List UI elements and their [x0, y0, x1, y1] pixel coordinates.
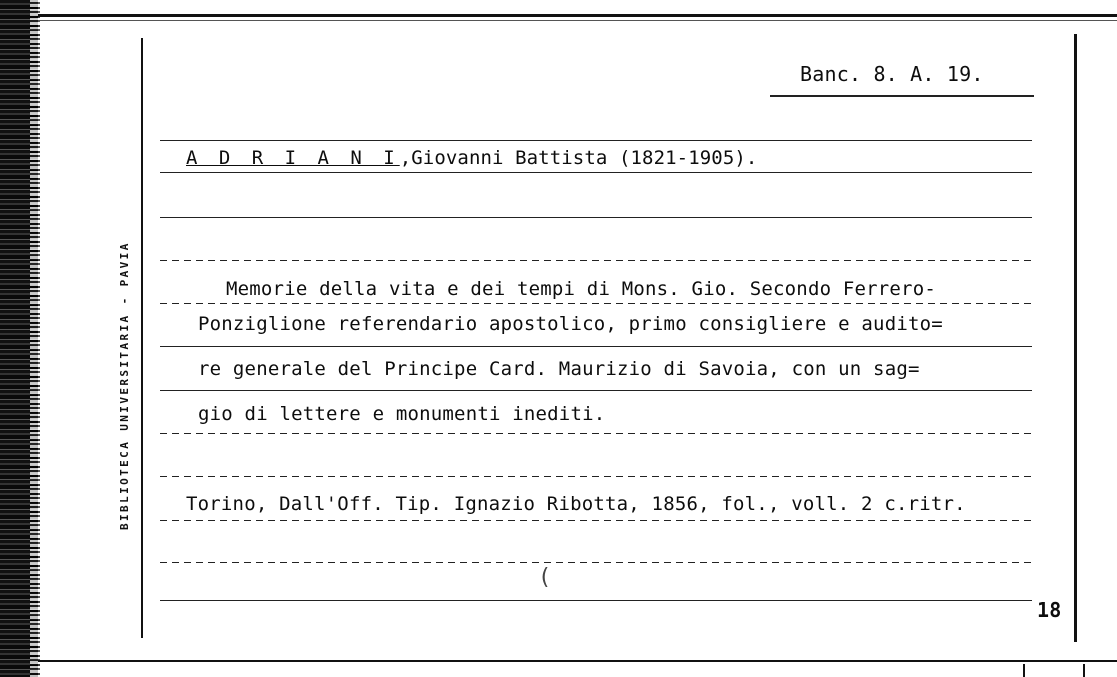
- bottom-tick-mark: [1083, 664, 1085, 677]
- ruled-line: [160, 433, 1032, 434]
- author-heading: [186, 147, 757, 169]
- card-right-margin-line: [1074, 34, 1077, 642]
- shelfmark-underline: [770, 95, 1034, 97]
- scan-edge-noise: [30, 0, 40, 677]
- imprint-line: Torino, Dall'Off. Tip. Ignazio Ribotta, 1856, fol., voll. 2 c.ritr.: [186, 493, 966, 515]
- card-top-border: [38, 14, 1117, 17]
- ruled-line: [160, 600, 1032, 601]
- author-forename: ,Giovanni Battista: [399, 147, 608, 169]
- title-line: re generale del Principe Card. Maurizio di Savoia, con un sag=: [198, 358, 920, 380]
- bottom-tick-mark: [1023, 664, 1025, 677]
- card-left-margin-line: [141, 38, 143, 638]
- ruled-line: [160, 562, 1032, 563]
- card-bottom-border: [38, 660, 1117, 662]
- ruled-line: [160, 346, 1032, 347]
- ruled-line: [160, 260, 1032, 261]
- ruled-line: [160, 390, 1032, 391]
- ruled-line: [160, 140, 1032, 141]
- page-number: 18: [1037, 598, 1062, 622]
- title-line: Memorie della vita e dei tempi di Mons. Gio. Secondo Ferrero-: [226, 278, 936, 300]
- shelfmark: Banc. 8. A. 19.: [800, 62, 984, 86]
- ruled-line: [160, 217, 1032, 218]
- title-line: Ponziglione referendario apostolico, primo consigliere e audito=: [198, 313, 943, 335]
- ruled-line: [160, 303, 1032, 304]
- ruled-line: [160, 476, 1032, 477]
- title-line: gio di lettere e monumenti inediti.: [198, 403, 606, 425]
- author-surname: A D R I A N I: [186, 147, 400, 169]
- ruled-line: [160, 172, 1032, 173]
- ruled-line: [160, 520, 1032, 521]
- margin-mark: (: [538, 565, 552, 590]
- author-dates: (1821-1905).: [618, 147, 758, 169]
- library-stamp: BIBLIOTECA UNIVERSITARIA - PAVIA: [118, 241, 131, 530]
- card-top-border-inner: [38, 20, 1117, 21]
